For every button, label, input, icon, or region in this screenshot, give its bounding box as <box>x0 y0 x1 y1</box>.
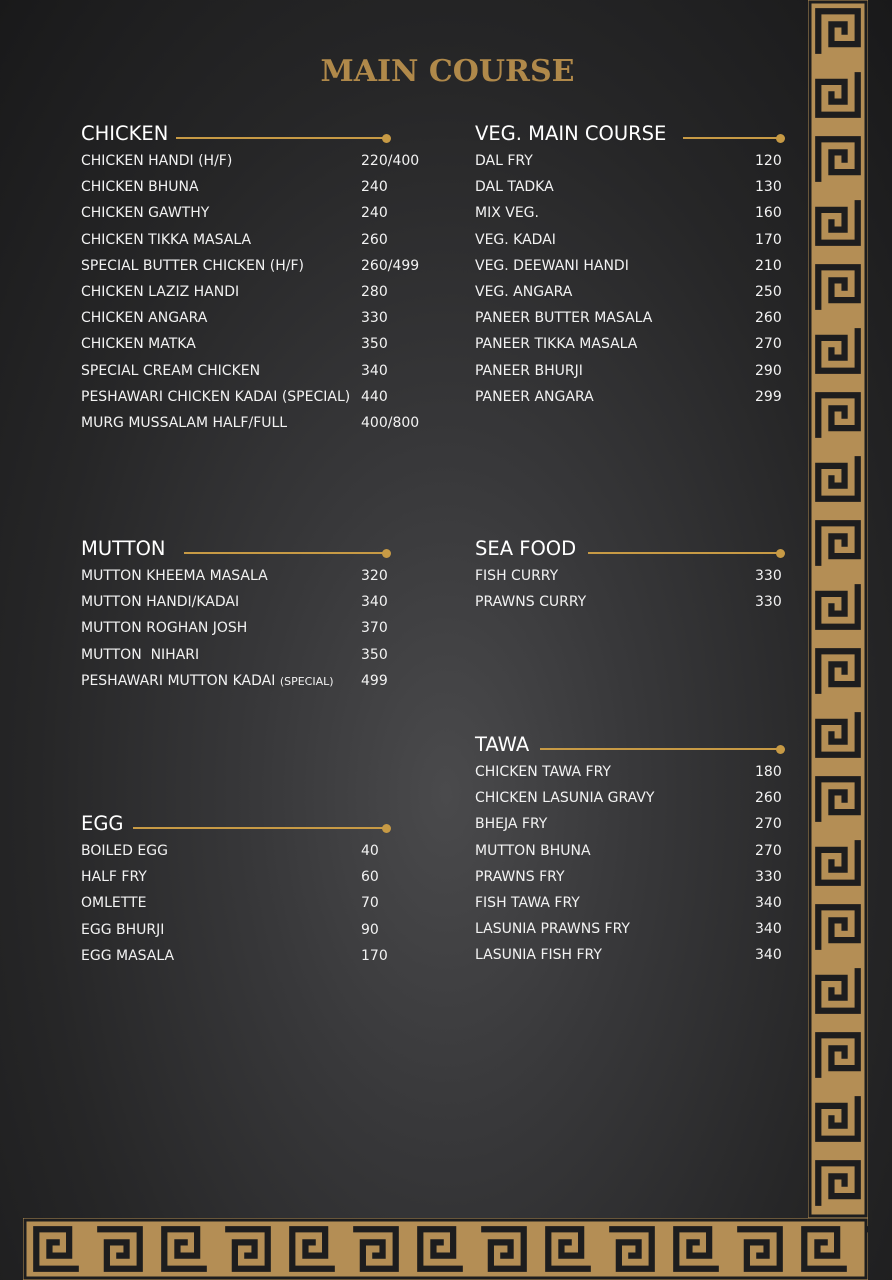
item-name: EGG BHURJI <box>81 921 165 938</box>
divider-dot <box>382 549 391 558</box>
item-name <box>81 671 334 692</box>
section-chicken <box>81 121 421 431</box>
meander-motif <box>356 1229 395 1268</box>
item-name: LASUNIA FISH FRY <box>475 947 602 964</box>
item-name: VEG. KADAI <box>475 231 556 248</box>
meander-motif <box>484 1229 523 1268</box>
section-header <box>475 536 785 566</box>
meander-motif <box>818 1035 857 1074</box>
item-price: 120 <box>755 153 782 169</box>
item-name: PESHAWARI CHICKEN KADAI (SPECIAL) <box>81 388 351 405</box>
item-price: 350 <box>361 646 388 663</box>
item-price: 170 <box>755 231 782 248</box>
item-name: CHICKEN BHUNA <box>81 179 199 196</box>
item-name: BOILED EGG <box>81 843 168 859</box>
item-name: MUTTON NIHARI <box>81 646 200 663</box>
item-name: CHICKEN GAWTHY <box>81 205 210 222</box>
item-name: PRAWNS CURRY <box>475 594 587 611</box>
item-name: MUTTON KHEEMA MASALA <box>81 568 268 584</box>
divider-dot <box>776 745 785 754</box>
item-name: CHICKEN ANGARA <box>81 310 208 327</box>
meander-motif <box>818 139 857 178</box>
meander-motif <box>818 11 857 50</box>
meander-motif <box>164 1229 203 1268</box>
item-price: 330 <box>361 310 388 327</box>
item-price: 260/499 <box>361 257 420 274</box>
meander-motif <box>818 459 857 498</box>
meander-motif <box>100 1229 139 1268</box>
section-egg <box>81 811 421 964</box>
item-name: PANEER ANGARA <box>475 388 594 405</box>
section-title: EGG <box>81 812 124 835</box>
meander-motif <box>818 779 857 818</box>
item-name: VEG. DEEWANI HANDI <box>475 257 629 274</box>
divider-line <box>133 827 386 829</box>
page-title: MAIN COURSE <box>320 54 575 89</box>
section-veg-main-course <box>475 121 785 405</box>
item-price: 340 <box>755 947 782 964</box>
item-name: CHICKEN LASUNIA GRAVY <box>475 790 655 807</box>
meander-motif <box>818 331 857 370</box>
item-name: MUTTON BHUNA <box>475 842 591 859</box>
item-price: 280 <box>361 283 388 300</box>
meander-motif <box>818 267 857 306</box>
item-price: 340 <box>755 894 782 911</box>
item-name: MURG MUSSALAM HALF/FULL <box>81 414 288 431</box>
item-price: 290 <box>755 362 782 379</box>
item-price: 370 <box>361 620 388 637</box>
item-price: 330 <box>755 594 782 611</box>
divider-line <box>540 748 780 750</box>
meander-motif <box>612 1229 651 1268</box>
item-price: 400/800 <box>361 414 420 431</box>
item-name: DAL FRY <box>475 153 533 169</box>
item-name: FISH CURRY <box>475 568 559 584</box>
meander-motif <box>818 1163 857 1202</box>
divider-line <box>683 137 780 139</box>
item-price: 130 <box>755 179 782 196</box>
item-price: 240 <box>361 205 388 222</box>
item-name: CHICKEN MATKA <box>81 336 196 353</box>
item-note: (SPECIAL) <box>279 674 334 688</box>
meander-motif <box>740 1229 779 1268</box>
item-name: MUTTON HANDI/KADAI <box>81 594 240 611</box>
greek-key-pattern-vertical <box>808 0 868 1218</box>
meander-motif <box>818 523 857 562</box>
item-name: FISH TAWA FRY <box>475 894 580 911</box>
item-price: 260 <box>755 310 782 327</box>
item-name: PANEER BUTTER MASALA <box>475 310 653 327</box>
item-name: DAL TADKA <box>475 179 554 196</box>
item-price: 330 <box>755 868 782 885</box>
section-title: CHICKEN <box>81 122 169 145</box>
item-name: LASUNIA PRAWNS FRY <box>475 921 630 938</box>
item-price: 340 <box>361 594 388 611</box>
meander-motif <box>228 1229 267 1268</box>
meander-motif <box>818 843 857 882</box>
meander-motif <box>292 1229 331 1268</box>
item-name: MUTTON ROGHAN JOSH <box>81 620 248 637</box>
greek-key-border-bottom <box>23 1218 868 1280</box>
section-sea-food <box>475 536 785 611</box>
item-name: HALF FRY <box>81 869 147 886</box>
divider-line <box>588 552 780 554</box>
section-title: SEA FOOD <box>475 537 577 560</box>
section-header <box>81 811 421 841</box>
item-price: 220/400 <box>361 153 420 169</box>
item-name: MIX VEG. <box>475 205 539 222</box>
meander-motif <box>818 971 857 1010</box>
item-price: 260 <box>755 790 782 807</box>
section-header <box>475 121 785 151</box>
item-name: OMLETTE <box>81 895 147 912</box>
item-name-text: PESHAWARI MUTTON KADAI <box>81 672 276 689</box>
meander-motif <box>818 587 857 626</box>
divider-dot <box>776 549 785 558</box>
meander-motif <box>818 395 857 434</box>
item-price: 260 <box>361 231 388 248</box>
item-price: 350 <box>361 336 388 353</box>
greek-key-pattern-horizontal <box>23 1218 868 1280</box>
item-price: 440 <box>361 388 388 405</box>
item-price: 330 <box>755 568 782 584</box>
greek-key-border-right <box>808 0 868 1218</box>
divider-dot <box>382 824 391 833</box>
meander-motif <box>818 1099 857 1138</box>
item-price: 60 <box>361 869 379 886</box>
item-price: 340 <box>361 362 388 379</box>
item-name: PRAWNS FRY <box>475 868 565 885</box>
divider-dot <box>776 134 785 143</box>
item-price: 160 <box>755 205 782 222</box>
meander-motif <box>36 1229 75 1268</box>
meander-motif <box>818 203 857 242</box>
item-price: 180 <box>755 764 782 780</box>
section-tawa <box>475 732 785 964</box>
section-header <box>81 121 421 151</box>
item-name: CHICKEN TAWA FRY <box>475 764 611 780</box>
divider-dot <box>382 134 391 143</box>
meander-motif <box>420 1229 459 1268</box>
item-name: EGG MASALA <box>81 947 175 964</box>
item-price: 299 <box>755 388 782 405</box>
item-name: VEG. ANGARA <box>475 283 573 300</box>
item-price: 499 <box>361 672 388 689</box>
divider-line <box>184 552 386 554</box>
item-price: 240 <box>361 179 388 196</box>
meander-motif <box>804 1229 843 1268</box>
item-price: 70 <box>361 895 379 912</box>
item-name: CHICKEN HANDI (H/F) <box>81 153 233 169</box>
meander-motif <box>676 1229 715 1268</box>
meander-motif <box>818 715 857 754</box>
item-name: CHICKEN LAZIZ HANDI <box>81 283 240 300</box>
item-name: SPECIAL BUTTER CHICKEN (H/F) <box>81 257 305 274</box>
item-name: PANEER BHURJI <box>475 362 583 379</box>
item-price: 210 <box>755 257 782 274</box>
meander-motif <box>818 907 857 946</box>
item-price: 320 <box>361 568 388 584</box>
section-title: MUTTON <box>81 537 166 560</box>
item-price: 340 <box>755 921 782 938</box>
item-price: 250 <box>755 283 782 300</box>
divider-line <box>176 137 386 139</box>
item-name: BHEJA FRY <box>475 816 548 833</box>
section-header <box>475 732 785 762</box>
section-header <box>81 536 421 566</box>
item-price: 270 <box>755 816 782 833</box>
item-name: PANEER TIKKA MASALA <box>475 336 638 353</box>
item-price: 40 <box>361 843 379 859</box>
item-name: CHICKEN TIKKA MASALA <box>81 231 252 248</box>
item-price: 170 <box>361 947 388 964</box>
meander-motif <box>548 1229 587 1268</box>
item-price: 90 <box>361 921 379 938</box>
section-mutton <box>81 536 421 689</box>
meander-motif <box>818 651 857 690</box>
item-price: 270 <box>755 336 782 353</box>
section-title: VEG. MAIN COURSE <box>475 122 667 145</box>
item-price: 270 <box>755 842 782 859</box>
section-title: TAWA <box>475 733 530 756</box>
item-name: SPECIAL CREAM CHICKEN <box>81 362 261 379</box>
